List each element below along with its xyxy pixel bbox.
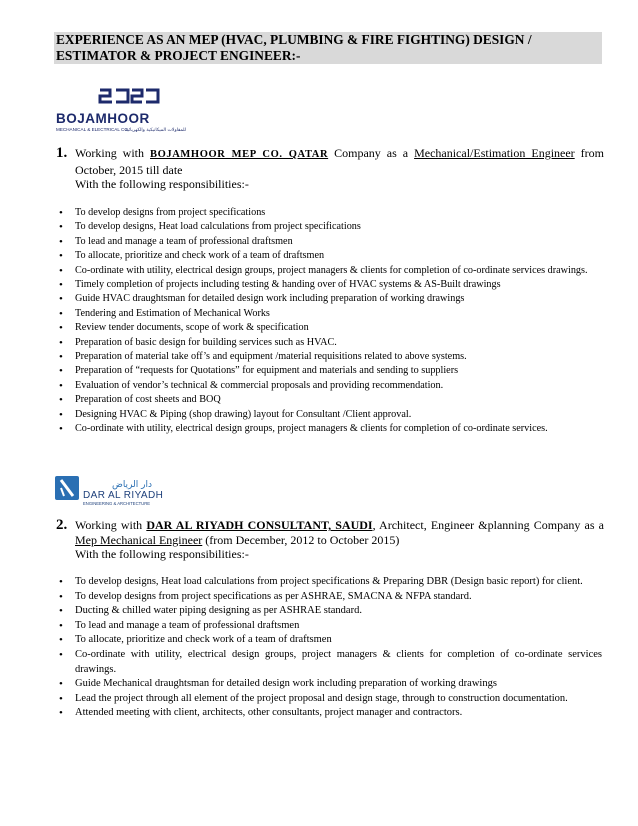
list-item: • To lead and manage a team of professional draftsmen — [56, 619, 602, 634]
list-item: • To develop designs, Heat load calculations from project specifications — [56, 220, 602, 234]
job-description: Working with BOJAMHOOR MEP CO. QATAR Company as a Mechanical/Estimation Engineer from October, 2015 till date With the following responsibilities:- — [75, 146, 604, 191]
company-name: BOJAMHOOR MEP CO. QATAR — [150, 149, 329, 160]
job-entry-1 — [56, 146, 604, 192]
bojamhoor-logo — [54, 86, 188, 138]
list-item: • Timely completion of projects including testing & handing over of HVAC systems & AS-Built drawings — [56, 278, 602, 292]
list-item: • To allocate, prioritize and check work of a team of draftsmen — [56, 633, 602, 648]
job-number: 1. — [56, 145, 68, 161]
list-item: • Tendering and Estimation of Mechanical Works — [56, 307, 602, 321]
job-entry-2 — [56, 518, 604, 562]
logo1-arabic: للمقاولات الميكانيكية والكهربائية — [125, 128, 186, 133]
company-name: DAR AL RIYADH CONSULTANT, SAUDI — [146, 518, 373, 532]
logo2-tagline: ENGINEERING & ARCHITECTURE — [83, 501, 151, 506]
responsibilities-label: With the following responsibilities:- — [75, 177, 249, 191]
list-item: • Guide HVAC draughtsman for detailed design work including preparation of working drawings — [56, 292, 602, 306]
job-number: 2. — [56, 517, 68, 533]
job-role: Mechanical/Estimation Engineer — [414, 146, 575, 160]
logo2-arabic: دار الرياض — [111, 480, 152, 490]
list-item: • To develop designs from project specifications — [56, 206, 602, 220]
logo1-tagline: MECHANICAL & ELECTRICAL CO. — [56, 127, 130, 132]
list-item: • Lead the project through all element of the project proposal and design stage, through to construction documentation. — [56, 692, 602, 707]
responsibilities-list-2 — [56, 575, 602, 721]
list-item: • Preparation of cost sheets and BOQ — [56, 393, 602, 407]
dar-al-riyadh-logo — [54, 474, 188, 508]
list-item: • Preparation of material take off’s and equipment /material requisitions related to above systems. — [56, 350, 602, 364]
logo1-name: BOJAMHOOR — [56, 111, 150, 126]
job-role: Mep Mechanical Engineer — [75, 532, 203, 547]
section-heading: EXPERIENCE AS AN MEP (HVAC, PLUMBING & FIRE FIGHTING) DESIGN / ESTIMATOR & PROJECT ENGINEER:- — [54, 32, 602, 64]
dar-al-riyadh-emblem-icon — [55, 476, 79, 500]
list-item: • Guide Mechanical draughtsman for detailed design work including preparation of working drawings — [56, 677, 602, 692]
list-item: • Co-ordinate with utility, electrical design groups, project managers & clients for completion of co-ordinate services drawings. — [56, 648, 602, 677]
job-description: Working with DAR AL RIYADH CONSULTANT, SAUDI, Architect, Engineer &planning Company as a Mep Mechanical Engineer (from December, 2012 to October 2015) With the following responsibilities:- — [75, 518, 605, 561]
list-item: • Review tender documents, scope of work & specification — [56, 321, 602, 335]
list-item: • Preparation of “requests for Quotations” for equipment and materials and sending to suppliers — [56, 364, 602, 378]
list-item: • Co-ordinate with utility, electrical design groups, project managers & clients for completion of co-ordinate services drawings. — [56, 264, 602, 278]
list-item: • Designing HVAC & Piping (shop drawing) layout for Consultant /Client approval. — [56, 408, 602, 422]
list-item: • Co-ordinate with utility, electrical design groups, project managers & clients for completion of co-ordinate services. — [56, 422, 602, 436]
list-item: • To develop designs from project specifications as per ASHRAE, SMACNA & NFPA standard. — [56, 590, 602, 605]
responsibilities-label: With the following responsibilities:- — [75, 547, 249, 561]
list-item: • Preparation of basic design for building services such as HVAC. — [56, 336, 602, 350]
logo2-name: DAR AL RIYADH — [83, 490, 164, 501]
list-item: • Ducting & chilled water piping designing as per ASHRAE standard. — [56, 604, 602, 619]
list-item: • Evaluation of vendor’s technical & commercial proposals and providing recommendation. — [56, 379, 602, 393]
list-item: • To lead and manage a team of professional draftsmen — [56, 235, 602, 249]
list-item: • Attended meeting with client, architects, other consultants, project manager and contractors. — [56, 706, 602, 721]
bojamhoor-emblem-icon — [100, 90, 158, 102]
list-item: • To develop designs, Heat load calculations from project specifications & Preparing DBR (Design basic report) for client. — [56, 575, 602, 590]
list-item: • To allocate, prioritize and check work of a team of draftsmen — [56, 249, 602, 263]
responsibilities-list-1 — [56, 206, 602, 437]
